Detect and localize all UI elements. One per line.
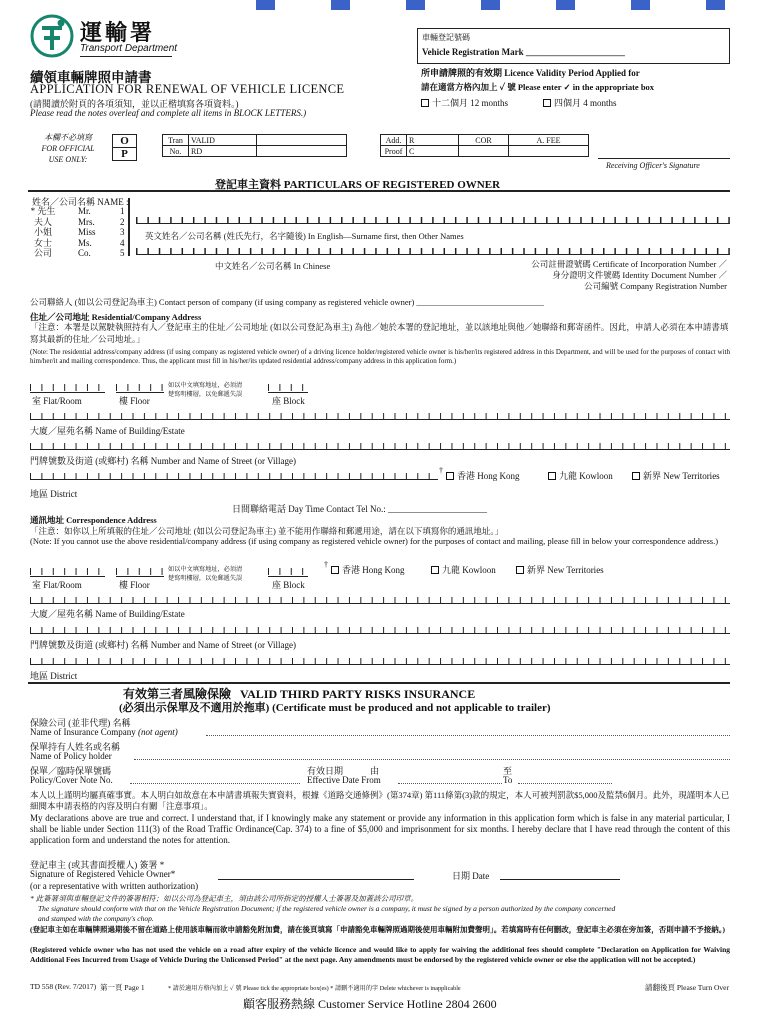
titles-en-list [78,206,96,259]
instruction-zh: (請閱讀於附頁的各項須知，並以正楷填寫各項資料。) [30,99,239,109]
title-zh: 續領車輛牌照申請書 [30,70,152,85]
name-label: 姓名／公司名稱 NAME : [32,197,129,207]
policy-no-zh: 保單／臨時保單號碼 [30,766,112,776]
date-label: 日期 Date [452,871,490,881]
official-no: No. [163,146,189,157]
title-zh-miss: 小姐 [33,227,52,237]
official-use-label [28,132,108,165]
policy-holder-en: Name of Policy holder [30,751,112,761]
contact-person-field[interactable]: 公司聯絡人 (如以公司登記為車主) Contact person of company (if using company as registered vehicle owner) ______________________________ [30,297,544,307]
official-proof: Proof [381,146,407,157]
title-zh-mr: * 先生 [30,206,56,216]
title-number: 3 [120,227,125,237]
hint-line: 如以中文填寫地址，必須清 [168,382,243,389]
to-zh: 至 [503,766,513,776]
title-en-miss[interactable]: Miss [78,227,96,237]
registration-mark-tab [481,0,500,10]
res-block-input[interactable] [268,384,308,393]
chinese-name-label: 中文姓名／公司名稱 In Chinese [215,261,331,271]
policy-no-en: Policy/Cover Note No. [30,775,113,785]
official-valid: VALID [189,135,257,146]
effective-to-input[interactable] [518,783,612,784]
official-rd: RD [189,146,257,157]
correspondence-note-en: (Note: If you cannot use the above residential/company address (if using company as registered vehicle owner) for the purposes of contact and mailing, please fill in below your correspondence address.) [30,536,719,546]
title-zh-mrs: 夫人 [33,216,52,227]
res-address-hint [168,381,242,399]
registration-mark-tab [331,0,350,10]
receiving-officer-signature: Receiving Officer's Signature [606,161,700,170]
title-number: 1 [120,206,125,216]
res-building-label: 大廈／屋苑名稱 Name of Building/Estate [30,426,185,436]
corr-block-input[interactable] [268,568,308,577]
signature-label-zh: 登記車主 (或其書面授權人) 簽署 * [30,860,165,870]
page-number: 第一頁 Page 1 [100,983,145,992]
corr-kln-checkbox[interactable] [431,566,439,574]
res-street-input[interactable] [30,443,730,450]
corr-building-input[interactable] [30,597,730,604]
corr-district-label: 地區 District [30,671,78,681]
res-district-label: 地區 District [30,489,78,499]
validity-label: 所申請牌照的有效期 Licence Validity Period Applied for [421,68,640,78]
official-r: R [407,135,459,146]
res-region-nt[interactable] [632,469,720,482]
title-number: 2 [120,216,125,227]
official-use-op-table [112,134,137,161]
official-use-en2: USE ONLY: [48,155,88,164]
title-zh-ms: 女士 [33,237,52,248]
res-floor-input[interactable] [116,384,164,393]
tick-instruction: 請在適當方格內加上 ✓ 號 Please enter ✓ in the appropriate box [421,82,655,92]
region-label: 新界 New Territories [643,471,720,481]
turn-over-note: 請翻後頁 Please Turn Over [645,983,729,992]
form-code: TD 558 (Rev. 7/2017) [30,982,97,991]
res-nt-checkbox[interactable] [632,472,640,480]
corr-flat-input[interactable] [30,568,105,577]
corr-address-hint [168,565,242,583]
title-en-mrs[interactable]: Mrs. [78,216,95,227]
region-label: 九龍 Kowloon [559,471,613,481]
res-floor-label: 樓 Floor [119,396,150,406]
insurance-company-input[interactable] [206,735,730,736]
corr-block-label: 座 Block [272,580,305,590]
tick-note: * 請於適用方格內加上 ✓ 號 Please tick the appropriate box(es) * 請刪不適用的字 Delete whichever is inapplicable [168,985,461,992]
effective-date-zh: 有效日期 [307,766,344,776]
policy-holder-zh: 保單持有人姓名或名稱 [30,742,121,752]
title-number: 5 [120,248,125,258]
registration-mark-tab [256,0,275,10]
from-zh: 由 [370,766,380,776]
region-label: 九龍 Kowloon [442,565,496,575]
official-use-table-1 [162,134,347,157]
title-en-ms[interactable]: Ms. [78,237,92,248]
region-label: 香港 Hong Kong [342,565,405,575]
unlicensed-note-zh: (登記車主如在車輛牌照過期後不留在道路上使用該車輛而欲申請豁免附加費，請在後頁填寫「申請豁免車輛牌照過期後使用車輛附加費聲明」。若填寫時有任何刪改，登記車主必須在旁加簽，否則申請不予接納。) [30,925,725,934]
corr-floor-input[interactable] [116,568,164,577]
cert-number-labels [467,259,727,292]
transport-department-logo-icon [30,14,74,58]
declaration-en: My declarations above are true and correct. I understand that, if I knowingly make any statement or provide any information in this application form which is false in any material particular, I shall be liable under Section 111(3) of the Road Traffic Ordinance(Cap. 374) to a fine of $5,000 and imprisonment for six months. I hereby declare that I have read through the content of this application form and understand the notes for attention. [30,813,730,845]
registration-mark-tab [406,0,425,10]
region-label: 香港 Hong Kong [457,471,520,481]
registration-mark-box [417,28,730,64]
title-en-mr[interactable]: Mr. [78,206,91,216]
official-c: C [407,146,459,157]
period-12-option[interactable] [421,96,508,109]
registration-mark-tab [631,0,650,10]
effective-date-en: Effective Date From [307,775,381,785]
corr-building-label: 大廈／屋苑名稱 Name of Building/Estate [30,609,185,619]
owner-section-heading: 登記車主資料 PARTICULARS OF REGISTERED OWNER [215,179,501,191]
res-district-input[interactable] [30,473,438,480]
insurance-heading-zh: 有效第三者風險保險 [123,687,232,701]
signature-input[interactable] [218,879,414,880]
hint-line: 楚寫明樓層，以免郵遞失誤 [168,391,243,398]
corr-nt-checkbox[interactable] [516,566,524,574]
daytime-tel-field[interactable]: 日間聯絡電話 Day Time Contact Tel No.: ______________________ [232,504,487,514]
official-p-cell: P [113,148,137,161]
corr-flat-label: 室 Flat/Room [32,580,82,590]
corr-hk-checkbox[interactable] [331,566,339,574]
official-cor: COR [459,135,509,146]
identity-document-label: 身分證明文件號碼 Identity Document Number ／ [552,270,727,280]
reg-mark-label-zh: 車輛登記號碼 [422,33,470,42]
official-use-zh: 本欄不必填寫 [44,133,92,142]
residential-heading: 住址／公司地址 Residential/Company Address [30,312,202,322]
title-number: 4 [120,237,125,248]
insurance-company-zh: 保險公司 (並非代理) 名稱 [30,718,131,728]
registration-mark-tab [706,0,725,10]
period-4-option[interactable] [543,96,617,109]
corr-region-kln[interactable] [431,563,496,576]
official-afee: A. FEE [509,135,589,146]
corr-street-label: 門牌號數及街道 (或鄉村) 名稱 Number and Name of Street (or Village) [30,640,296,650]
to-en: To [503,775,513,785]
official-add: Add. [381,135,407,146]
region-label: 新界 New Territories [527,565,604,575]
signature-label-en: Signature of Registered Vehicle Owner* [30,869,176,879]
hint-line: 如以中文填寫地址，必須清 [168,566,243,573]
english-name-input[interactable] [136,217,730,224]
res-street-label: 門牌號數及街道 (或鄉村) 名稱 Number and Name of Street (or Village) [30,456,296,466]
res-block-label: 座 Block [272,396,305,406]
insurance-company-en-italic: (not agent) [137,727,178,737]
policy-holder-input[interactable] [134,759,730,760]
corr-floor-label: 樓 Floor [119,580,150,590]
corr-street-input[interactable] [30,627,730,634]
unlicensed-note-en: (Registered vehicle owner who has not used the vehicle on a road after expiry of the vehicle licence and would like to apply for waiving the additional fees should complete "Declaration on Application for Waiving Additional Fees Incurred from Usage of Vehicle During the Unlicensed Period" at the next page. Any amendments must be endorsed by the registered vehicle owner or else the application will not be accepted.) [30,945,730,964]
res-flat-label: 室 Flat/Room [32,396,82,406]
official-o-cell: O [113,135,137,148]
period-12-checkbox[interactable] [421,99,429,107]
dept-name-zh: 運輸署 [80,20,156,45]
title-en-co[interactable]: Co. [78,248,91,258]
reg-mark-field[interactable]: Vehicle Registration Mark ______________________ [422,47,625,57]
signature-footnote-en: The signature should conform with that on the Vehicle Registration Document; if the registered vehicle owner is a company, it must be signed by a person authorized by the company concerned and stamped with the company's chop. [38,904,616,923]
titles-zh-list [28,206,58,259]
signature-footnote-zh: * 此簽署須與車輛登記文件的簽署相符；如以公司為登記車主，須由該公司所指定的授權人士簽署及加蓋該公司印章。 [30,894,419,903]
english-name-label: 英文姓名／公司名稱 (姓氏先行，名字隨後) In English—Surname first, then Other Names [145,231,464,241]
insurance-subheading: (必須出示保單及不適用於拖車) (Certificate must be produced and not applicable to trailer) [119,702,551,714]
registration-mark-tab [556,0,575,10]
titles-number-list [120,206,125,259]
res-kln-checkbox[interactable] [548,472,556,480]
corr-region-hk[interactable] [331,563,405,576]
official-use-table-2 [380,134,589,157]
insurance-company-en-text: Name of Insurance Company [30,727,136,737]
residential-note-zh: 「注意：本署是以駕駛執照持有人／登記車主的住址／公司地址 (如以公司登記為車主) 為他／她於本署的登記地址，並以該地址與他／她聯絡和郵寄函件。因此，申請人必須在本申請書填寫其最新的住址／公司地址。」 [30,322,729,344]
correspondence-heading: 通訊地址 Correspondence Address [30,515,157,525]
insurance-heading-en: VALID THIRD PARTY RISKS INSURANCE [240,687,476,701]
corr-region-nt[interactable] [516,563,604,576]
hint-line: 楚寫明樓層，以免郵遞失誤 [168,575,243,582]
period-12-label: 十二個月 12 months [432,98,509,108]
official-use-en1: FOR OFFICIAL [41,144,95,153]
period-4-checkbox[interactable] [543,99,551,107]
res-region-hk[interactable] [446,469,520,482]
signature-representative: (or a representative with written authorization) [30,881,199,891]
date-input[interactable] [500,879,620,880]
res-flat-input[interactable] [30,384,105,393]
cert-incorporation-label: 公司註冊證號碼 Certificate of Incorporation Number ／ [531,259,727,269]
company-reg-number-label: 公司編號 Company Registration Number [584,281,727,291]
customer-hotline: 顧客服務熱線 Customer Service Hotline 2804 2600 [243,997,497,1011]
chinese-name-input[interactable] [136,248,730,255]
official-tran: Tran [163,135,189,146]
corr-district-input[interactable] [30,658,730,665]
correspondence-note-zh: 「注意：如你以上所填報的住址／公司地址 (如以公司登記為車主) 並不能用作聯絡和郵遞用途，請在以下填寫你的通訊地址。」 [30,526,504,536]
instruction-en: Please read the notes overleaf and complete all items in BLOCK LETTERS.) [30,108,307,118]
title-en: APPLICATION FOR RENEWAL OF VEHICLE LICENCE [30,82,345,96]
title-zh-co: 公司 [33,248,52,258]
residential-note-en: (Note: The residential address/company address (if using company as registered vehicle owner) of a driving licence holder/registered vehicle owner is his/her/its registered address in this Department, and will be used for the purposes of contact with him/her/it and mailing correspondence. Thus, the applicant must fill in his/her/its updated residential address/company address in this application form.) [30,348,730,365]
effective-from-input[interactable] [398,783,502,784]
period-4-label: 四個月 4 months [554,98,617,108]
dept-name-en: Transport Department [80,43,178,54]
policy-no-input[interactable] [130,783,300,784]
res-hk-checkbox[interactable] [446,472,454,480]
res-region-kln[interactable] [548,469,613,482]
insurance-company-en [30,727,178,737]
res-building-input[interactable] [30,413,730,420]
declaration-zh: 本人以上謹明均屬真確事實。本人明白如故意在本申請書填報失實資料，根據《道路交通條例》(第374章) 第111條第(3)款的規定，本人可被判罰款$5,000及監禁6個月。此外，現謹明本人已細閱本申請表格的內容及明白有關「注意事項」。 [30,790,730,811]
